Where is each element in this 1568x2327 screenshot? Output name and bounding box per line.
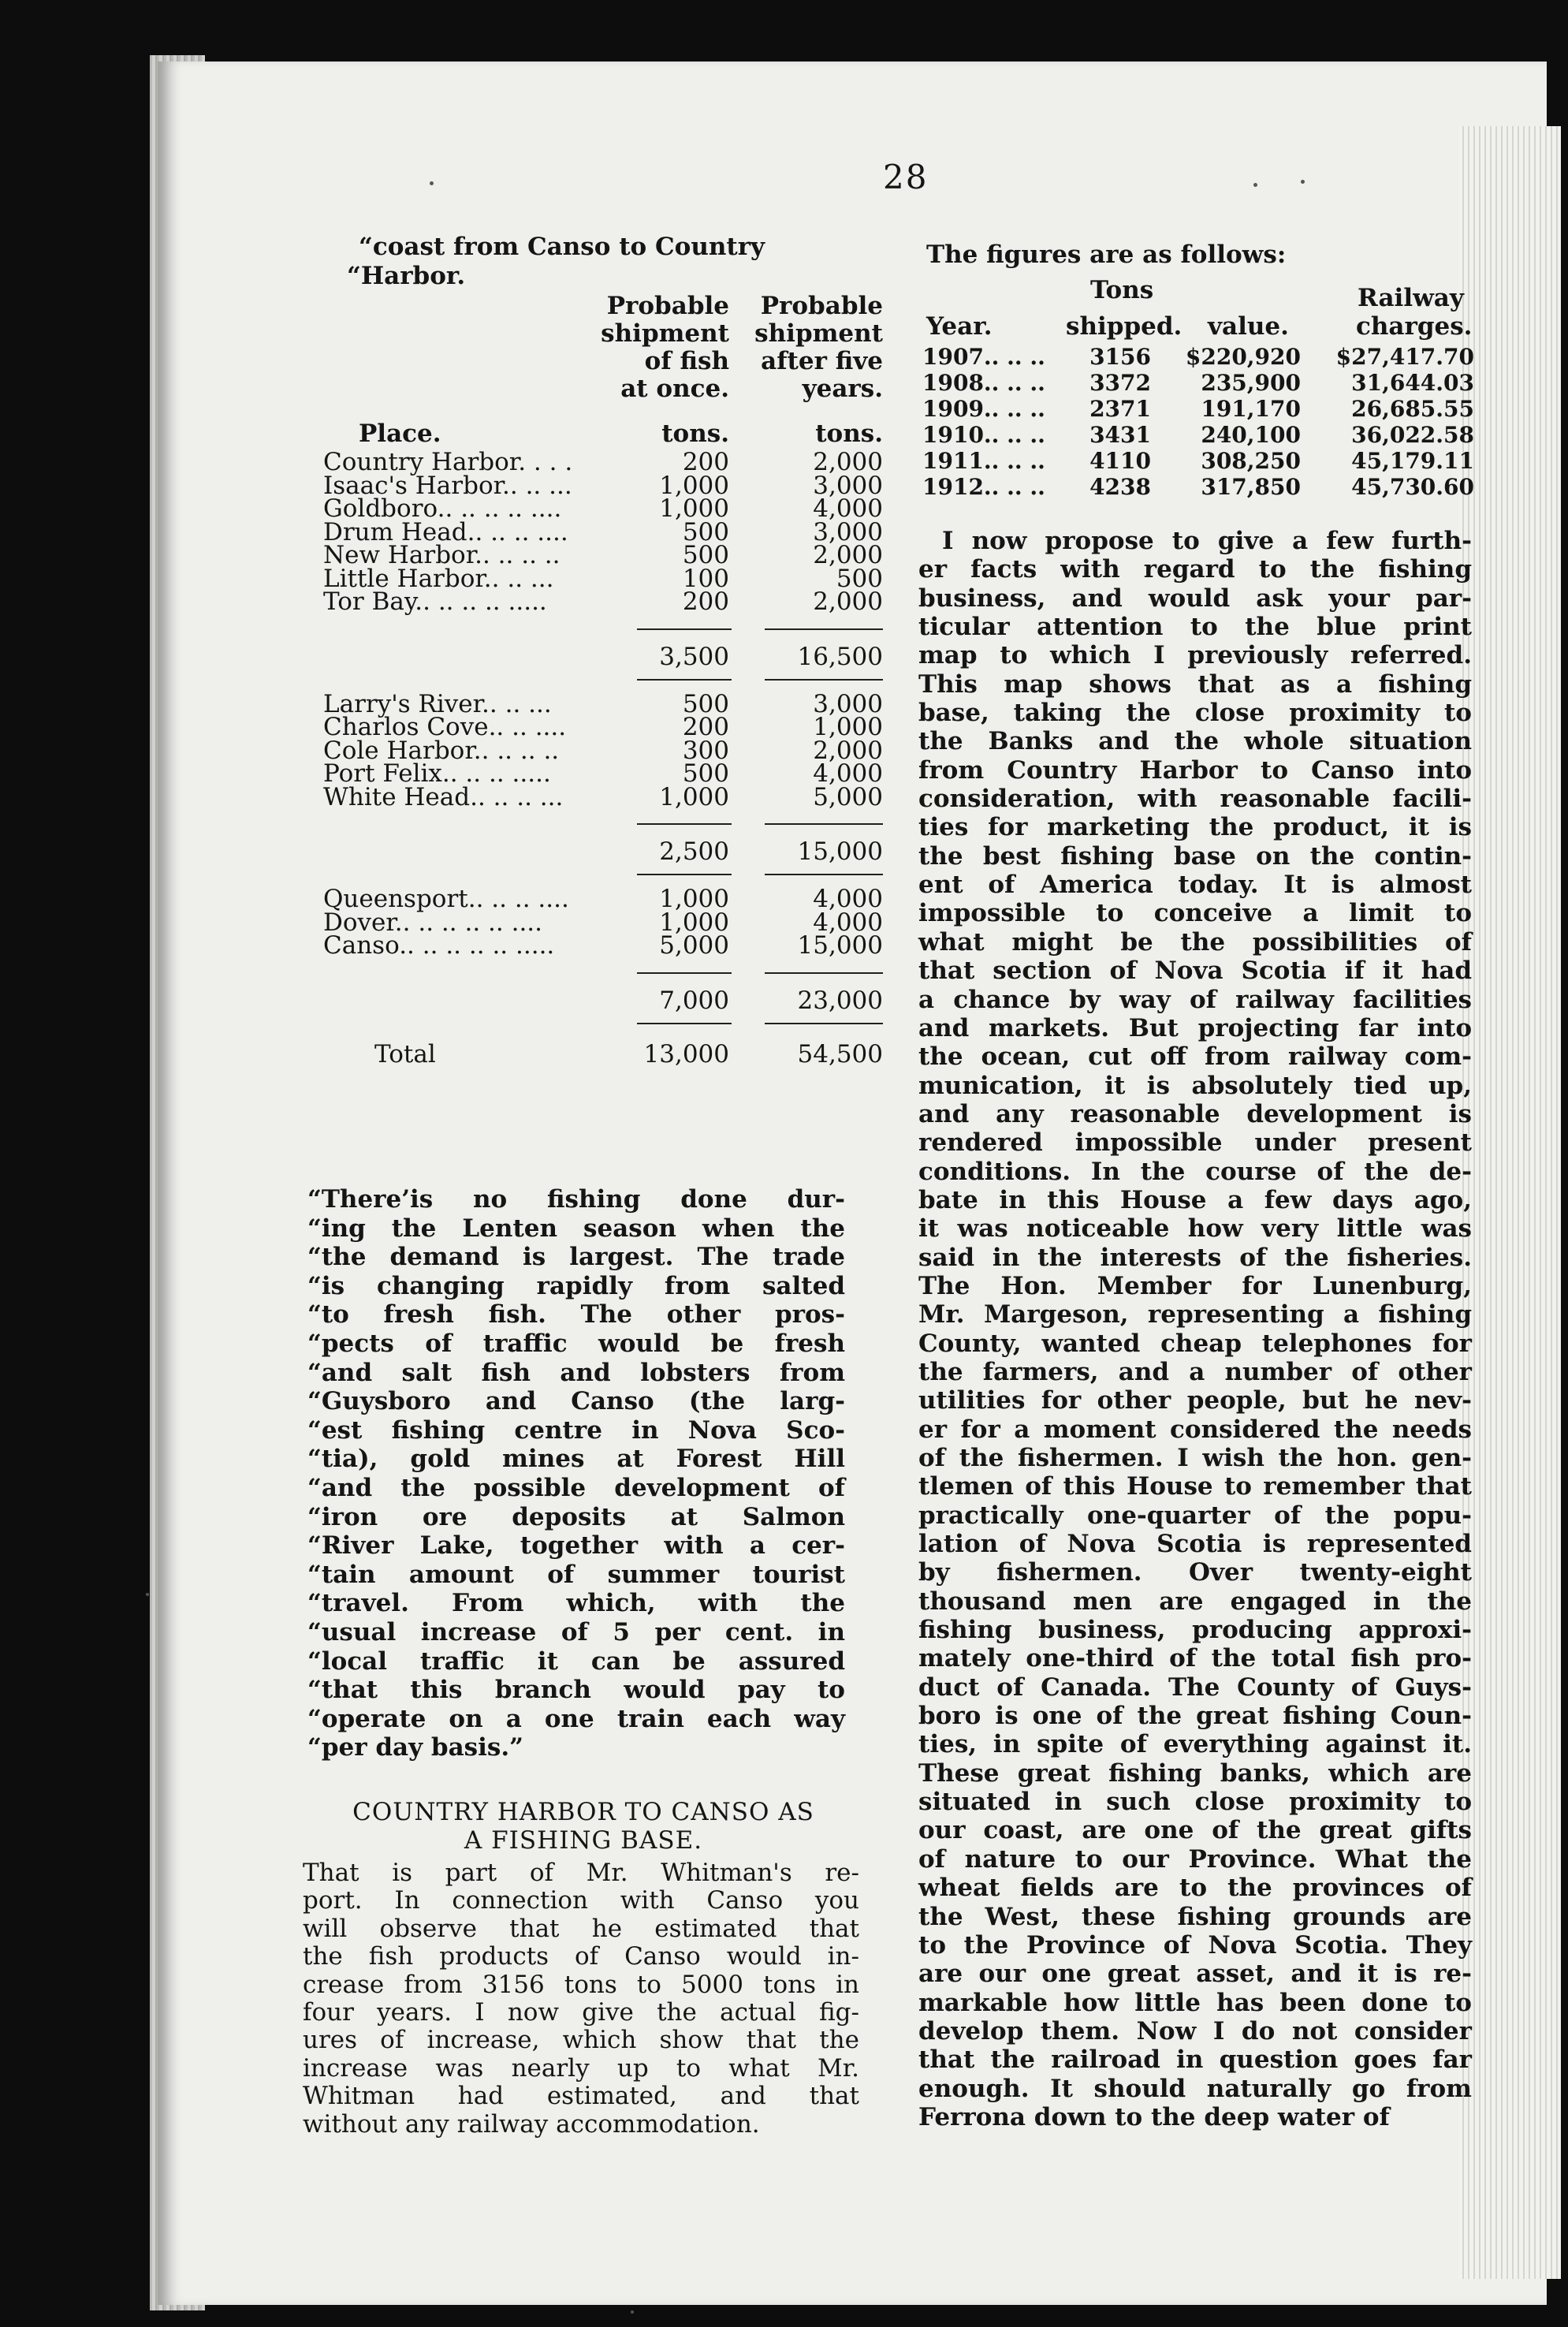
text-line: that section of Nova Scotia if it had <box>918 957 1472 986</box>
column-header: of fish <box>644 347 729 375</box>
table-cell: 3,000 <box>813 517 883 546</box>
text-line: lation of Nova Scotia is represented <box>918 1530 1472 1559</box>
text-line: business, and would ask your par- <box>918 584 1472 613</box>
table-cell: 4,000 <box>813 494 883 523</box>
text-line: “travel. From which, with the <box>307 1589 845 1618</box>
table-cell: 4,000 <box>813 759 883 788</box>
text-line: four years. I now give the actual fig- <box>303 1998 859 2027</box>
text-line: Mr. Margeson, representing a fishing <box>918 1300 1472 1329</box>
subtotal-rule <box>765 823 883 825</box>
table-cell: 200 <box>682 448 729 476</box>
text-line: said in the interests of the fisheries. <box>918 1243 1472 1272</box>
text-line: “the demand is largest. The trade <box>307 1243 845 1272</box>
table-cell: $220,920 <box>1185 344 1301 370</box>
text-line: to the Province of Nova Scotia. They <box>918 1930 1472 1960</box>
text-line: impossible to conceive a limit to <box>918 899 1472 928</box>
table-cell: 2371 <box>1089 396 1151 422</box>
intro-line: “Harbor. <box>347 262 466 290</box>
table-cell: 100 <box>682 564 729 593</box>
table-row-place: White Head.. .. .. ... <box>323 782 564 811</box>
table-cell: 300 <box>682 736 729 765</box>
body-paragraph <box>303 1859 859 2139</box>
column-header: Probable <box>606 292 729 320</box>
scan-speck <box>1301 180 1305 184</box>
text-line: “is changing rapidly from salted <box>307 1271 845 1300</box>
text-line: “per day basis.” <box>307 1733 523 1762</box>
text-line: the ocean, cut off from railway com- <box>918 1042 1472 1072</box>
subtotal-rule <box>637 628 732 630</box>
text-line: of nature to our Province. What the <box>918 1844 1472 1874</box>
table-cell-year: 1908.. .. .. <box>922 370 1045 396</box>
column-header: at once. <box>620 375 729 403</box>
subtotal-rule <box>637 679 732 681</box>
text-line: The Hon. Member for Lunenburg, <box>918 1271 1472 1300</box>
table-cell: 2,000 <box>813 541 883 569</box>
quoted-report-paragraph <box>307 1185 845 1762</box>
table-row-place: Goldboro.. .. .. .. .... <box>323 494 562 523</box>
table-row-place: Dover.. .. .. .. .. .... <box>323 908 543 937</box>
column-header: after five <box>761 347 883 375</box>
subtotal-rule <box>765 874 883 875</box>
text-line: “There’is no fishing done dur- <box>307 1185 845 1214</box>
table-row-place: New Harbor.. .. .. .. <box>323 541 561 569</box>
table-cell-year: 1912.. .. .. <box>922 474 1045 500</box>
text-line: practically one-quarter of the popu- <box>918 1501 1472 1530</box>
scan-speck <box>146 1593 149 1596</box>
column-header: Tons <box>1090 276 1154 304</box>
text-line: what might be the possibilities of <box>918 927 1472 957</box>
subtotal-cell: 16,500 <box>797 642 883 671</box>
text-line: boro is one of the great fishing Coun- <box>918 1702 1472 1731</box>
text-line: the West, these fishing grounds are <box>918 1902 1472 1931</box>
text-line: Whitman had estimated, and that <box>303 2082 859 2111</box>
section-heading: A FISHING BASE. <box>464 1826 703 1855</box>
table-cell: 2,000 <box>813 736 883 765</box>
text-line: “and the possible development of <box>307 1473 845 1502</box>
text-line: the best fishing base on the contin- <box>918 841 1472 871</box>
total-cell: 13,000 <box>643 1039 729 1068</box>
text-line: it was noticeable how very little was <box>918 1214 1472 1244</box>
scan-speck <box>1253 183 1257 187</box>
table-cell: 1,000 <box>659 782 729 811</box>
text-line: and markets. But projecting far into <box>918 1013 1472 1042</box>
subtotal-rule <box>765 972 883 974</box>
text-line: munication, it is absolutely tied up, <box>918 1071 1472 1100</box>
text-line: “that this branch would pay to <box>307 1676 845 1705</box>
text-line: rendered impossible under present <box>918 1128 1472 1158</box>
table-cell: 1,000 <box>659 471 729 500</box>
table-cell: 26,685.55 <box>1351 396 1474 422</box>
table-cell-year: 1909.. .. .. <box>922 396 1045 422</box>
table-cell: 235,900 <box>1201 370 1301 396</box>
text-line: Ferrona down to the deep water of <box>918 2102 1390 2131</box>
table-cell: 2,000 <box>813 448 883 476</box>
table-cell-year: 1907.. .. .. <box>922 344 1045 370</box>
table-cell: 191,170 <box>1201 396 1301 422</box>
scan-speck <box>631 2310 634 2314</box>
text-line: will observe that he estimated that <box>303 1914 859 1943</box>
section-heading: COUNTRY HARBOR TO CANSO AS <box>352 1798 814 1826</box>
column-header: value. <box>1208 312 1289 341</box>
table-cell: 200 <box>682 713 729 741</box>
table-intro: The figures are as follows: <box>926 241 1287 269</box>
table-cell: 500 <box>682 759 729 788</box>
text-line: consideration, with reasonable facili- <box>918 785 1472 814</box>
subtotal-rule <box>637 972 732 974</box>
intro-line: “coast from Canso to Country <box>359 233 765 261</box>
text-line: develop them. Now I do not consider <box>918 2016 1472 2045</box>
page-number: 28 <box>883 158 929 196</box>
text-line: er for a moment considered the needs <box>918 1415 1472 1444</box>
table-cell: 45,179.11 <box>1351 448 1474 474</box>
column-header: charges. <box>1356 312 1473 341</box>
text-line: crease from 3156 tons to 5000 tons in <box>303 1970 859 1999</box>
table-cell: 5,000 <box>813 782 883 811</box>
text-line: “usual increase of 5 per cent. in <box>307 1617 845 1646</box>
text-line: port. In connection with Canso you <box>303 1886 859 1915</box>
text-line: “tia), gold mines at Forest Hill <box>307 1445 845 1474</box>
total-cell: 54,500 <box>797 1039 883 1068</box>
text-line: a chance by way of railway facilities <box>918 985 1472 1014</box>
text-line: are our one great asset, and it is re- <box>918 1960 1472 1989</box>
subtotal-rule <box>765 679 883 681</box>
text-line: wheat fields are to the provinces of <box>918 1874 1472 1903</box>
subtotal-rule <box>637 823 732 825</box>
text-line: “and salt fish and lobsters from <box>307 1358 845 1387</box>
text-line: from Country Harbor to Canso into <box>918 755 1472 785</box>
total-label: Total <box>374 1039 436 1068</box>
subtotal-cell: 7,000 <box>659 986 729 1015</box>
subtotal-rule <box>765 628 883 630</box>
text-line: ures of increase, which show that the <box>303 2026 859 2055</box>
table-cell: 500 <box>682 517 729 546</box>
table-cell: 1,000 <box>659 885 729 913</box>
subtotal-cell: 15,000 <box>797 837 883 866</box>
text-line: duct of Canada. The County of Guys- <box>918 1673 1472 1702</box>
column-label-tons: tons. <box>661 420 729 448</box>
table-cell: 317,850 <box>1201 474 1301 500</box>
text-line: bate in this House a few days ago, <box>918 1185 1472 1214</box>
text-line: “local traffic it can be assured <box>307 1646 845 1676</box>
column-header: shipped. <box>1066 312 1183 341</box>
table-row-place: Tor Bay.. .. .. .. ..... <box>323 587 547 616</box>
text-line: the Banks and the whole situation <box>918 727 1472 756</box>
text-line: These great fishing banks, which are <box>918 1758 1472 1788</box>
column-label-place: Place. <box>359 420 441 448</box>
table-cell: 4110 <box>1089 448 1151 474</box>
table-row-place: Little Harbor.. .. ... <box>323 564 554 593</box>
text-line: tlemen of this House to remember that <box>918 1472 1472 1501</box>
subtotal-rule <box>765 1023 883 1024</box>
column-header: Year. <box>926 312 993 341</box>
text-line: utilities for other people, but he nev- <box>918 1386 1472 1415</box>
text-line: the fish products of Canso would in- <box>303 1942 859 1971</box>
scan-speck <box>430 181 434 185</box>
table-cell: 1,000 <box>813 713 883 741</box>
table-cell: 2,000 <box>813 587 883 616</box>
table-cell-year: 1911.. .. .. <box>922 448 1045 474</box>
table-row-place: Larry's River.. .. ... <box>323 689 552 718</box>
table-row-place: Canso.. .. .. .. .. ..... <box>323 931 555 960</box>
text-line: er facts with regard to the fishing <box>918 555 1472 584</box>
table-cell: 240,100 <box>1201 422 1301 448</box>
table-cell: $27,417.70 <box>1335 344 1474 370</box>
table-cell-year: 1910.. .. .. <box>922 422 1045 448</box>
table-cell: 500 <box>682 689 729 718</box>
table-row-place: Port Felix.. .. .. ..... <box>323 759 551 788</box>
table-cell: 3156 <box>1089 344 1151 370</box>
text-line: “ing the Lenten season when the <box>307 1214 845 1243</box>
table-cell: 3,000 <box>813 471 883 500</box>
table-cell: 15,000 <box>797 931 883 960</box>
table-row-place: Charlos Cove.. .. .... <box>323 713 567 741</box>
table-cell: 1,000 <box>659 494 729 523</box>
table-row-place: Isaac's Harbor.. .. ... <box>323 471 572 500</box>
text-line: the farmers, and a number of other <box>918 1357 1472 1386</box>
table-cell: 3431 <box>1089 422 1151 448</box>
table-cell: 308,250 <box>1201 448 1301 474</box>
text-line: ties for marketing the product, it is <box>918 813 1472 842</box>
table-row-place: Cole Harbor.. .. .. .. <box>323 736 560 765</box>
table-cell: 5,000 <box>659 931 729 960</box>
text-line: thousand men are engaged in the <box>918 1587 1472 1616</box>
text-line: “River Lake, together with a cer- <box>307 1531 845 1561</box>
table-cell: 36,022.58 <box>1351 422 1474 448</box>
table-cell: 31,644.03 <box>1351 370 1474 396</box>
column-label-tons: tons. <box>815 420 883 448</box>
text-line: situated in such close proximity to <box>918 1788 1472 1817</box>
table-cell: 4238 <box>1089 474 1151 500</box>
text-line: markable how little has been done to <box>918 1988 1472 2017</box>
text-line: “to fresh fish. The other pros- <box>307 1300 845 1329</box>
table-row-place: Country Harbor. . . . <box>323 448 573 476</box>
text-line: ticular attention to the blue print <box>918 613 1472 642</box>
text-line: map to which I previously referred. <box>918 641 1472 670</box>
table-cell: 200 <box>682 587 729 616</box>
table-cell: 4,000 <box>813 885 883 913</box>
table-cell: 1,000 <box>659 908 729 937</box>
text-line: mately one-third of the total fish pro- <box>918 1644 1472 1673</box>
table-cell: 500 <box>682 541 729 569</box>
text-line: of the fishermen. I wish the hon. gen- <box>918 1444 1472 1472</box>
column-header: shipment <box>601 319 729 348</box>
text-line: increase was nearly up to what Mr. <box>303 2053 859 2083</box>
subtotal-rule <box>637 1023 732 1024</box>
text-line: base, taking the close proximity to <box>918 699 1472 728</box>
right-body-paragraph <box>918 527 1472 2131</box>
text-line: This map shows that as a fishing <box>918 669 1472 699</box>
text-line: “est fishing centre in Nova Sco- <box>307 1415 845 1445</box>
text-line: “pects of traffic would be fresh <box>307 1329 845 1358</box>
text-line: and any reasonable development is <box>918 1099 1472 1128</box>
table-row-place: Queensport.. .. .. .... <box>323 885 569 913</box>
table-cell: 3,000 <box>813 689 883 718</box>
text-line: by fishermen. Over twenty-eight <box>918 1558 1472 1587</box>
table-cell: 500 <box>836 564 883 593</box>
text-line: conditions. In the course of the de- <box>918 1157 1472 1186</box>
subtotal-cell: 2,500 <box>659 837 729 866</box>
table-row-place: Drum Head.. .. .. .... <box>323 517 568 546</box>
column-header: Railway <box>1358 284 1464 312</box>
text-line: fishing business, producing approxi- <box>918 1616 1472 1645</box>
text-line: “iron ore deposits at Salmon <box>307 1502 845 1531</box>
table-cell: 45,730.60 <box>1351 474 1474 500</box>
text-line: without any railway accommodation. <box>303 2109 760 2139</box>
column-header: Probable <box>760 292 883 320</box>
text-line: ties, in spite of everything against it. <box>918 1730 1472 1759</box>
text-line: I now propose to give a few furth- <box>942 527 1472 555</box>
text-line: County, wanted cheap telephones for <box>918 1329 1472 1358</box>
text-line: “tain amount of summer tourist <box>307 1560 845 1589</box>
column-header: shipment <box>754 319 883 348</box>
text-line: That is part of Mr. Whitman's re- <box>303 1859 859 1887</box>
text-line: “Guysboro and Canso (the larg- <box>307 1387 845 1416</box>
subtotal-cell: 3,500 <box>659 642 729 671</box>
column-header: years. <box>802 375 883 403</box>
table-cell: 3372 <box>1089 370 1151 396</box>
text-line: enough. It should naturally go from <box>918 2074 1472 2103</box>
text-line: “operate on a one train each way <box>307 1704 845 1733</box>
subtotal-cell: 23,000 <box>797 986 883 1015</box>
table-cell: 4,000 <box>813 908 883 937</box>
text-line: our coast, are one of the great gifts <box>918 1816 1472 1845</box>
text-line: ent of America today. It is almost <box>918 871 1472 900</box>
subtotal-rule <box>637 874 732 875</box>
text-line: that the railroad in question goes far <box>918 2045 1472 2075</box>
